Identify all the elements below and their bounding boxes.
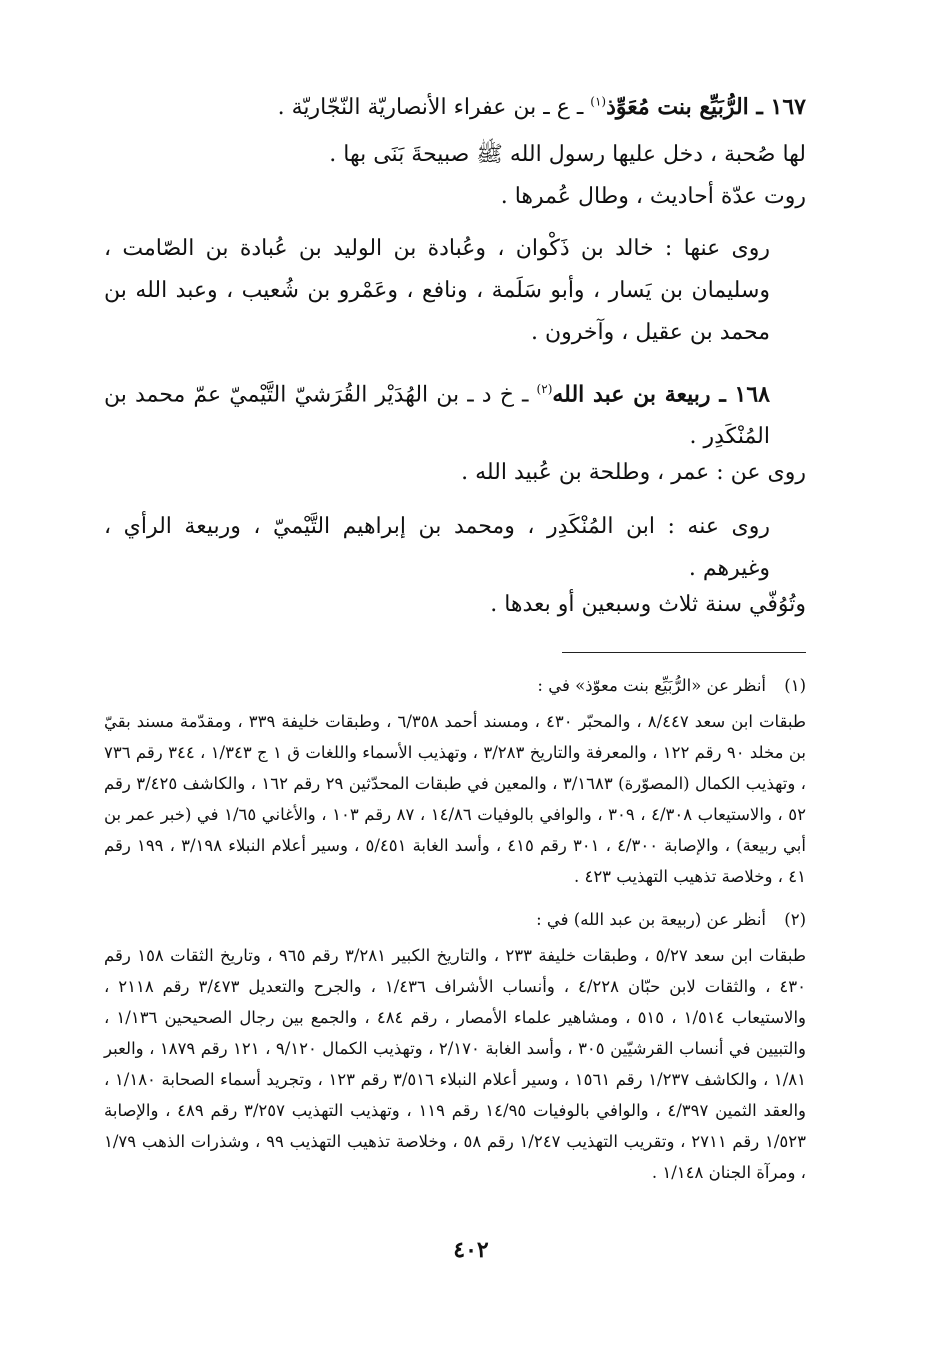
- entry-167-line-2: روت عدّة أحاديث ، وطال عُمرها .: [500, 184, 806, 209]
- entry-168-heading: ١٦٨ ـ ربيعة بن عبد الله: [552, 381, 770, 408]
- entry-168-heading-block: [104, 368, 806, 458]
- entry-168-death: وتُوُفّي سنة ثلاث وسبعين أو بعدها .: [490, 592, 806, 617]
- page-number: ٤٠٢: [453, 1237, 489, 1263]
- footnote-2-number: (٢): [784, 910, 806, 929]
- footnote-2-intro: أنظر عن (ربيعة بن عبد الله) في :: [536, 910, 766, 929]
- footnote-1-number: (١): [784, 676, 806, 695]
- entry-167-heading-line: [278, 94, 806, 120]
- entry-168-footnote-ref: (٢): [536, 382, 553, 396]
- footnote-2-text: طبقات ابن سعد ٥/٢٧ ، وطبقات خليفة ٢٣٣ ، والتاريخ الكبير ٣/٢٨١ رقم ٩٦٥ ، وتاريخ الثقات ١٥٨ رقم ٤٣٠ ، والثقات لابن حبّان ٤/٢٢٨ ، وأنساب الأشراف ١/٤٣٦ ، والجرح والتعديل ٣/٤٧٣ رقم ٢١١٨ ، والاستيعاب ١/٥١٤ ، ٥١٥ ، ومشاهير علماء الأمصار ، رقم ٤٨٤ ، والجمع بين رجال الصحيحين ١/١٣٦ ، والتبيين في أنساب القرشيّين ٣٠٥ ، وأسد الغابة ٢/١٧٠ ، وتهذيب الكمال ٩/١٢٠ ، ١٢١ رقم ١٨٧٩ ، والعبر ١/٨١ ، والكاشف ١/٢٣٧ رقم ١٥٦١ ، وسير أعلام النبلاء ٣/٥١٦ رقم ١٢٣ ، وتجريد أسماء الصحابة ١/١٨٠ ، والعقد الثمين ٤/٣٩٧ ، والوافي بالوفيات ١٤/٩٥ رقم ١١٩ ، وتهذيب التهذيب ٣/٢٥٧ رقم ٤٨٩ ، والإصابة ١/٥٢٣ رقم ٢٧١١ ، وتقريب التهذيب ١/٢٤٧ رقم ٥٨ ، وخلاصة تذهيب التهذيب ٩٩ ، وشذرات الذهب ١/٧٩ ، ومرآة الجنان ١/١٤٨ .: [104, 946, 807, 1182]
- footnote-1-intro: أنظر عن «الرُّبَيِّع بنت معوّذ» في :: [537, 676, 766, 695]
- footnote-separator: [562, 652, 806, 653]
- entry-167-line-1: لها صُحبة ، دخل عليها رسول الله ﷺ صبيحةَ بَنَى بها .: [329, 142, 806, 167]
- entry-168-narrated-from: روى عن : عمر ، وطلحة بن عُبيد الله .: [461, 460, 806, 485]
- entry-167-heading: ١٦٧ ـ الرُّبَيِّع بنت مُعَوِّذ: [606, 94, 806, 120]
- entry-168-narrators-text: روى عنه : ابن المُنْكَدِر ، ومحمد بن إبراهيم التَّيْميّ ، وربيعة الرأي ، وغيرهم .: [104, 514, 770, 581]
- entry-168-narrators: [104, 506, 806, 590]
- entry-167-narrators-text: روى عنها : خالد بن ذَكْوان ، وعُبادة بن الوليد بن عُبادة بن الصّامت ، وسليمان بن يَسار ، وأبو سَلَمة ، ونافع ، وعَمْرو بن شُعيب ، وعبد الله بن محمد بن عقيل ، وآخرون .: [104, 236, 770, 345]
- entry-167-footnote-ref: (١): [590, 94, 607, 109]
- entry-167-heading-rest: ـ ع ـ بن عفراء الأنصاريّة النّجّاريّة .: [277, 95, 591, 120]
- entry-167-narrators: [104, 228, 806, 354]
- footnote-1-text: طبقات ابن سعد ٨/٤٤٧ ، والمحبّر ٤٣٠ ، ومسند أحمد ٦/٣٥٨ ، وطبقات خليفة ٣٣٩ ، ومقدّمة مسند بقيّ بن مخلد ٩٠ رقم ١٢٢ ، والمعرفة والتاريخ ٣/٢٨٣ ، وتهذيب الأسماء واللغات ق ١ ج ١/٣٤٣ ، ٣٤٤ رقم ٧٣٦ ، وتهذيب الكمال (المصوّرة) ٣/١٦٨٣ ، والمعين في طبقات المحدّثين ٢٩ رقم ١٦٢ ، والكاشف ٣/٤٢٥ رقم ٥٢ ، والاستيعاب ٤/٣٠٨ ، ٣٠٩ ، والوافي بالوفيات ١٤/٨٦ ، ٨٧ رقم ١٠٣ ، والأغاني ١/٦٥ في (خبر عمر بن أبي ربيعة) ، والإصابة ٤/٣٠٠ ، ٣٠١ رقم ٤١٥ ، وأسد الغابة ٥/٤٥١ ، وسير أعلام النبلاء ٣/١٩٨ ، ١٩٩ رقم ٤١ ، وخلاصة تذهيب التهذيب ٤٢٣ .: [104, 712, 807, 886]
- entry-168-heading-line: [104, 368, 806, 458]
- entry-168-heading-rest: ـ خ د ـ بن الهُدَيْر القُرَشيّ التَّيْميّ عمّ محمد بن المُنْكَدِر .: [104, 382, 770, 450]
